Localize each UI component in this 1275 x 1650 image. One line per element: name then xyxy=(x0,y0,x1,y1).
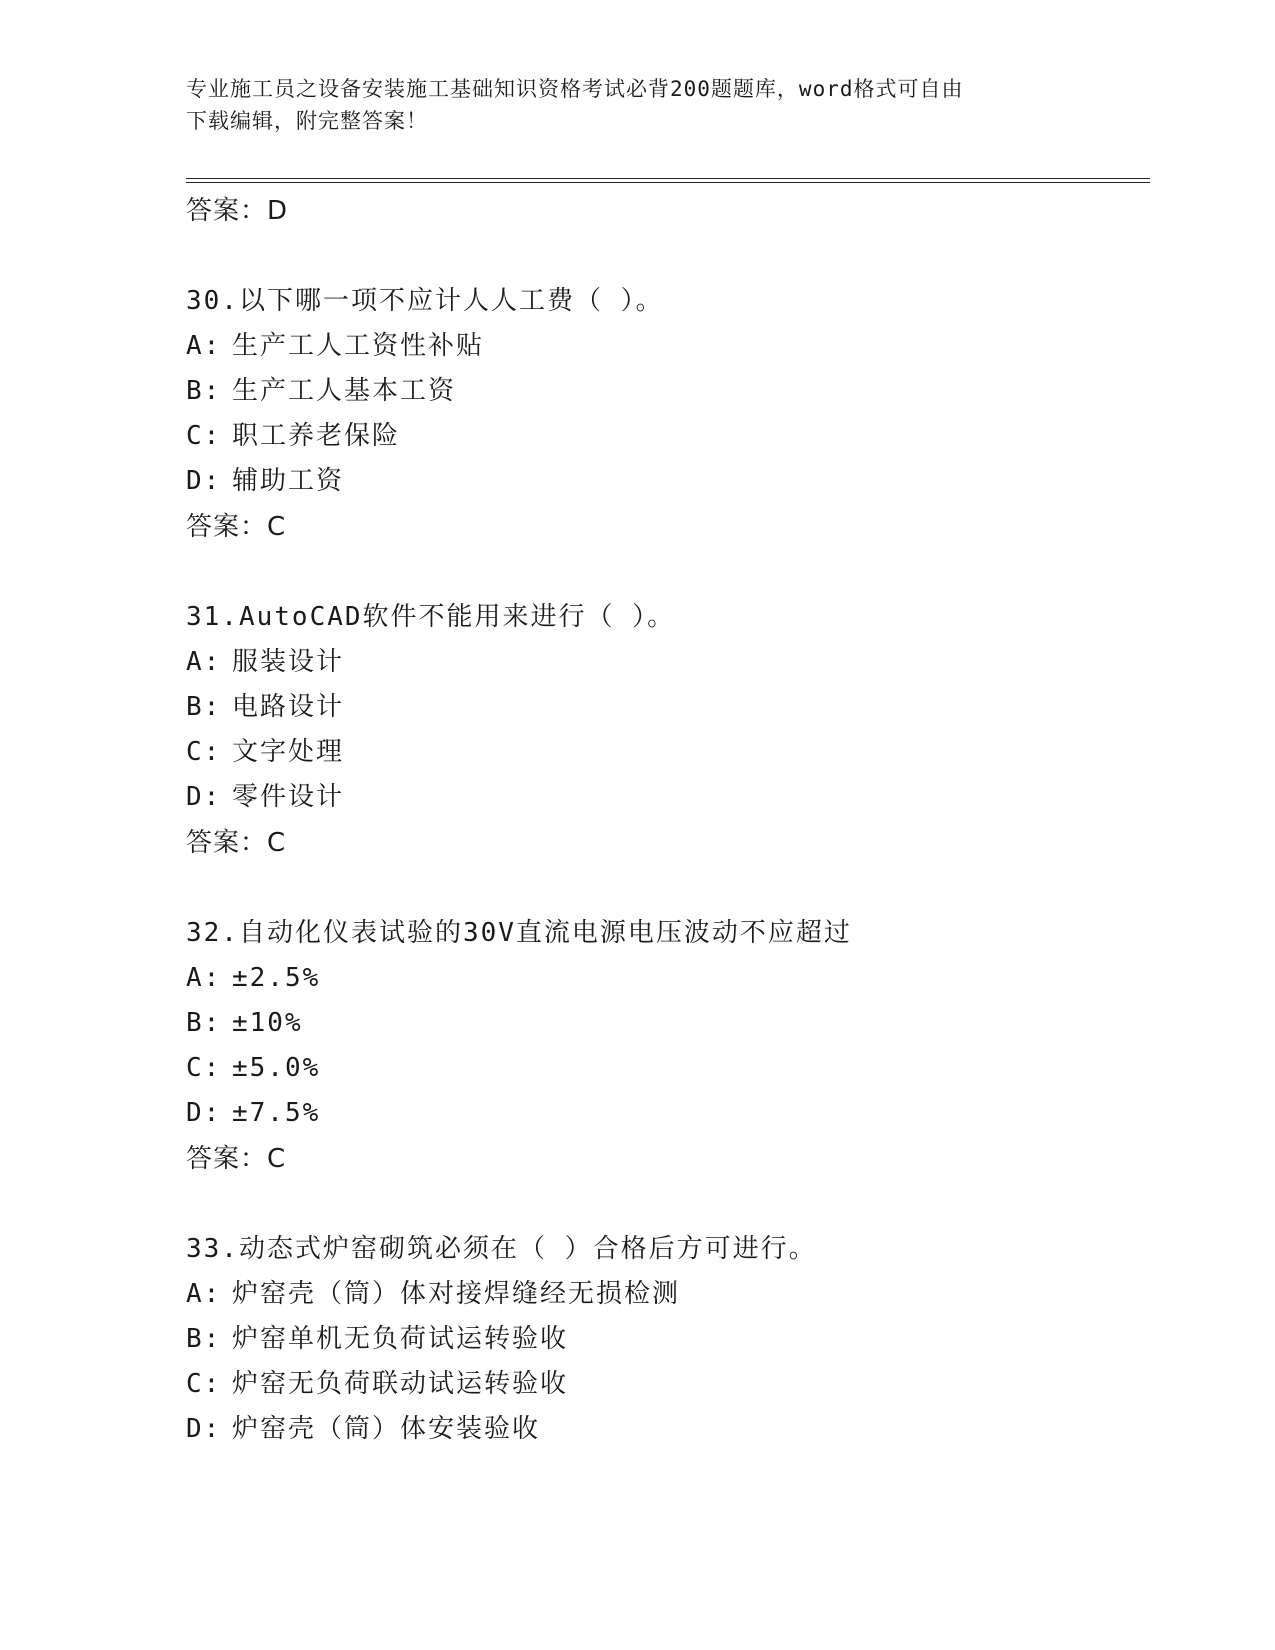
option-text: 文字处理 xyxy=(232,737,345,767)
question-list xyxy=(186,188,1150,1452)
answer-29: 答案：D xyxy=(186,196,289,226)
option-d xyxy=(186,1091,1150,1136)
option-c xyxy=(186,1046,1150,1091)
option-text: ±7.5% xyxy=(232,1098,321,1128)
header-divider xyxy=(186,178,1150,183)
option-a xyxy=(186,640,1150,685)
option-c xyxy=(186,1362,1150,1407)
question-stem: 33.动态式炉窑砌筑必须在（ ）合格后方可进行。 xyxy=(186,1234,817,1264)
option-key: B: xyxy=(186,376,222,406)
question-answer: 答案：C xyxy=(186,512,287,542)
document-header xyxy=(186,73,1086,137)
option-key: C: xyxy=(186,1053,222,1083)
option-text: 炉窑无负荷联动试运转验收 xyxy=(232,1369,569,1399)
option-key: D: xyxy=(186,1414,222,1444)
option-text: 生产工人工资性补贴 xyxy=(232,331,485,361)
option-key: C: xyxy=(186,737,222,767)
option-d xyxy=(186,775,1150,820)
option-b xyxy=(186,1001,1150,1046)
question-answer: 答案：C xyxy=(186,828,287,858)
option-a xyxy=(186,956,1150,1001)
option-b xyxy=(186,369,1150,414)
option-text: 服装设计 xyxy=(232,647,345,677)
question-stem: 30.以下哪一项不应计人人工费（ ）。 xyxy=(186,286,664,316)
option-key: B: xyxy=(186,692,222,722)
option-d xyxy=(186,1407,1150,1452)
question-stem: 32.自动化仪表试验的30V直流电源电压波动不应超过 xyxy=(186,918,852,948)
option-key: C: xyxy=(186,1369,222,1399)
option-c xyxy=(186,414,1150,459)
option-key: A: xyxy=(186,331,222,361)
option-a xyxy=(186,324,1150,369)
question-31 xyxy=(186,595,1150,866)
option-text: 职工养老保险 xyxy=(232,421,401,451)
option-text: 生产工人基本工资 xyxy=(232,376,457,406)
option-b xyxy=(186,1317,1150,1362)
option-text: 零件设计 xyxy=(232,782,345,812)
option-key: A: xyxy=(186,963,222,993)
option-key: C: xyxy=(186,421,222,451)
option-key: D: xyxy=(186,782,222,812)
option-key: A: xyxy=(186,647,222,677)
option-key: B: xyxy=(186,1008,222,1038)
option-key: D: xyxy=(186,1098,222,1128)
header-line-2: 下载编辑，附完整答案！ xyxy=(186,109,428,133)
option-text: 辅助工资 xyxy=(232,466,345,496)
option-key: A: xyxy=(186,1279,222,1309)
option-text: 电路设计 xyxy=(232,692,345,722)
option-key: D: xyxy=(186,466,222,496)
question-stem: 31.AutoCAD软件不能用来进行（ ）。 xyxy=(186,602,676,632)
question-30 xyxy=(186,279,1150,550)
header-line-1: 专业施工员之设备安装施工基础知识资格考试必背200题题库，word格式可自由 xyxy=(186,77,964,101)
option-a xyxy=(186,1272,1150,1317)
option-b xyxy=(186,685,1150,730)
option-key: B: xyxy=(186,1324,222,1354)
option-text: 炉窑壳（筒）体安装验收 xyxy=(232,1414,541,1444)
option-text: ±2.5% xyxy=(232,963,321,993)
option-d xyxy=(186,459,1150,504)
option-text: 炉窑壳（筒）体对接焊缝经无损检测 xyxy=(232,1279,681,1309)
option-c xyxy=(186,730,1150,775)
option-text: 炉窑单机无负荷试运转验收 xyxy=(232,1324,569,1354)
option-text: ±5.0% xyxy=(232,1053,321,1083)
question-32 xyxy=(186,911,1150,1182)
question-answer: 答案：C xyxy=(186,1144,287,1174)
option-text: ±10% xyxy=(232,1008,303,1038)
question-33 xyxy=(186,1227,1150,1452)
